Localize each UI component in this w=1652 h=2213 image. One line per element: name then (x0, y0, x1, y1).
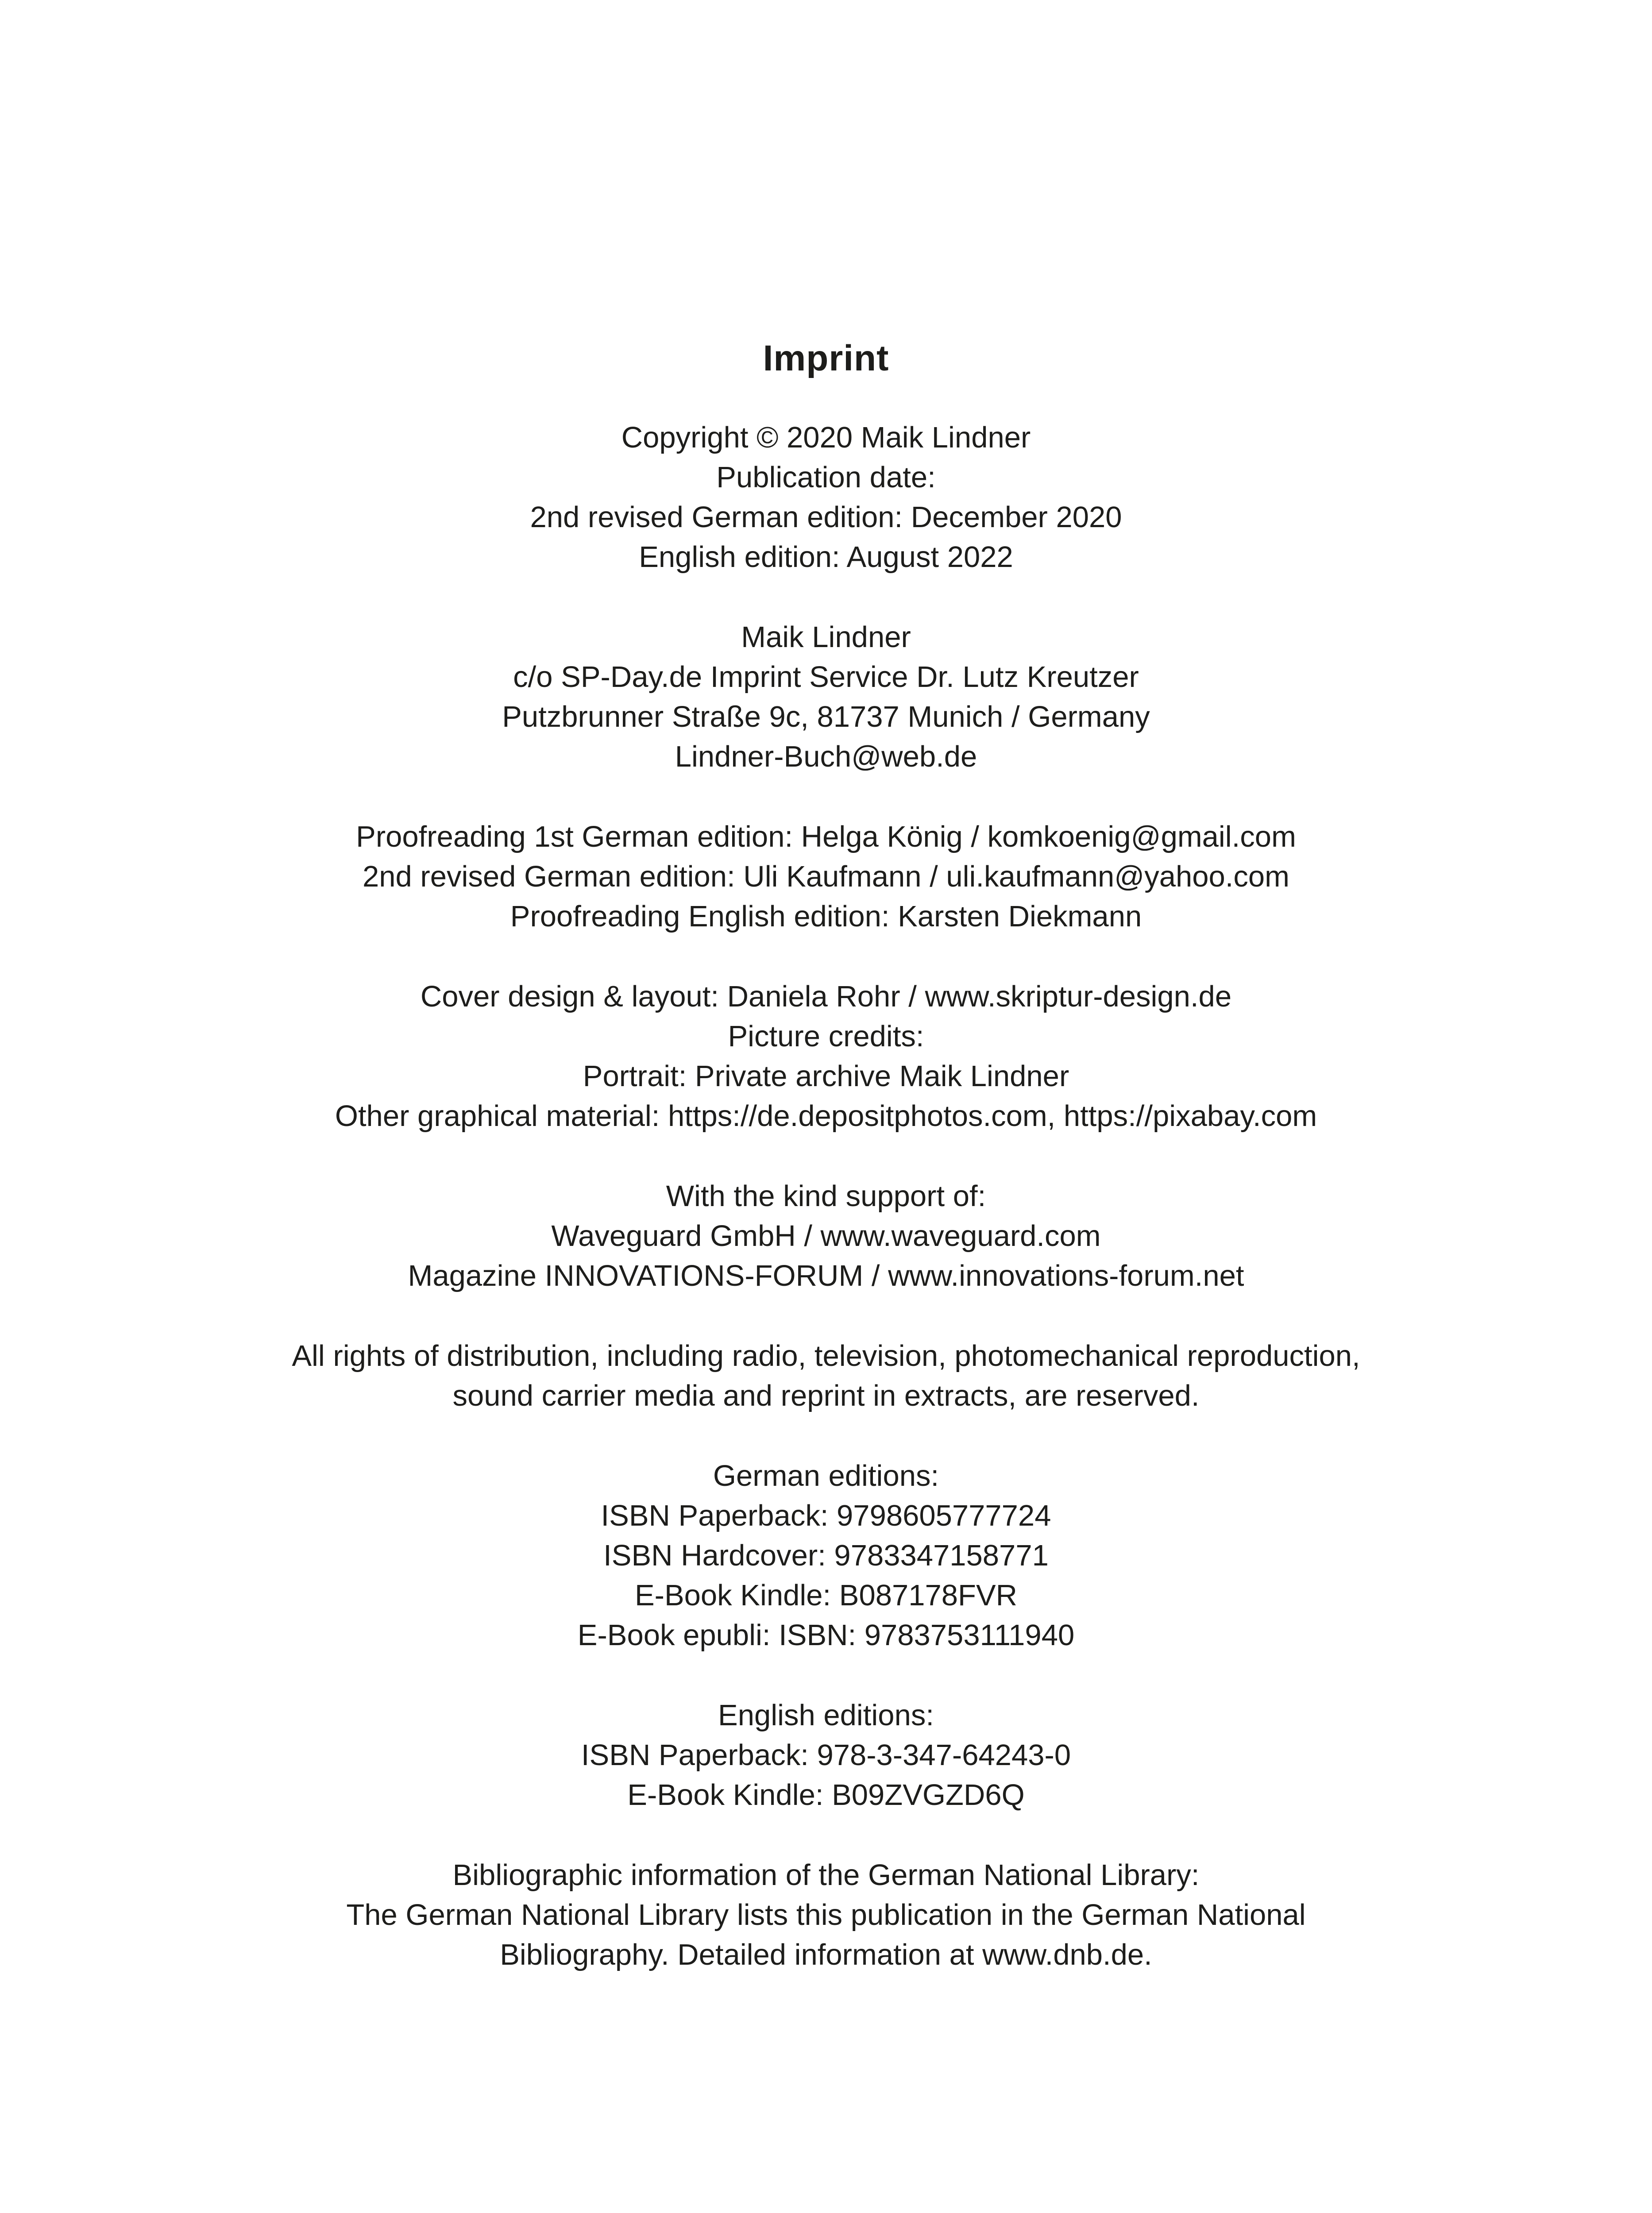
english-ebook-kindle: E-Book Kindle: B09ZVGZD6Q (627, 1778, 1025, 1812)
support-waveguard: Waveguard GmbH / www.waveguard.com (551, 1219, 1101, 1253)
picture-credits-label: Picture credits: (728, 1020, 924, 1053)
bibliographic-line-1: Bibliographic information of the German National Library: (452, 1858, 1200, 1892)
imprint-service: c/o SP-Day.de Imprint Service Dr. Lutz Kreutzer (513, 660, 1139, 694)
support-label: With the kind support of: (666, 1180, 986, 1213)
address-block (0, 617, 1652, 777)
german-isbn-paperback: ISBN Paperback: 9798605777724 (601, 1499, 1051, 1532)
imprint-section (0, 336, 1652, 2015)
publication-date-label: Publication date: (716, 461, 936, 494)
bibliographic-line-2: The German National Library lists this publication in the German National (346, 1898, 1306, 1932)
cover-design-credit: Cover design & layout: Daniela Rohr / www.skriptur-design.de (420, 980, 1232, 1013)
proofreading-english: Proofreading English edition: Karsten Diekmann (510, 900, 1142, 933)
street-address: Putzbrunner Straße 9c, 81737 Munich / Germany (502, 700, 1150, 733)
english-edition-date: English edition: August 2022 (639, 540, 1013, 574)
bibliographic-line-3: Bibliography. Detailed information at www.dnb.de. (500, 1938, 1152, 1971)
design-credits-block (0, 977, 1652, 1136)
support-block (0, 1176, 1652, 1296)
rights-line-1: All rights of distribution, including radio, television, photomechanical reproduction, (292, 1339, 1360, 1373)
proofreading-second-german: 2nd revised German edition: Uli Kaufmann / uli.kaufmann@yahoo.com (363, 860, 1289, 893)
portrait-credit: Portrait: Private archive Maik Lindner (583, 1060, 1069, 1093)
graphical-material-credit: Other graphical material: https://de.depositphotos.com, https://pixabay.com (335, 1099, 1317, 1133)
contact-email: Lindner-Buch@web.de (675, 740, 977, 773)
german-edition-date: 2nd revised German edition: December 2020 (530, 501, 1122, 534)
german-editions-label: German editions: (713, 1459, 939, 1492)
english-editions-label: English editions: (718, 1699, 934, 1732)
german-ebook-kindle: E-Book Kindle: B087178FVR (634, 1579, 1018, 1612)
copyright-block (0, 418, 1652, 577)
rights-block (0, 1336, 1652, 1416)
german-ebook-epubli: E-Book epubli: ISBN: 9783753111940 (577, 1619, 1075, 1652)
support-innovations-forum: Magazine INNOVATIONS-FORUM / www.innovations-forum.net (408, 1259, 1244, 1292)
proofreading-block (0, 817, 1652, 937)
english-editions-block (0, 1696, 1652, 1815)
german-isbn-hardcover: ISBN Hardcover: 9783347158771 (603, 1539, 1049, 1572)
bibliographic-block (0, 1855, 1652, 1975)
english-isbn-paperback: ISBN Paperback: 978-3-347-64243-0 (581, 1739, 1071, 1772)
page-title: Imprint (763, 338, 889, 378)
proofreading-first-german: Proofreading 1st German edition: Helga König / komkoenig@gmail.com (356, 820, 1296, 853)
author-name: Maik Lindner (741, 621, 911, 654)
rights-line-2: sound carrier media and reprint in extracts, are reserved. (452, 1379, 1200, 1412)
german-editions-block (0, 1456, 1652, 1655)
copyright-line: Copyright © 2020 Maik Lindner (621, 421, 1031, 454)
